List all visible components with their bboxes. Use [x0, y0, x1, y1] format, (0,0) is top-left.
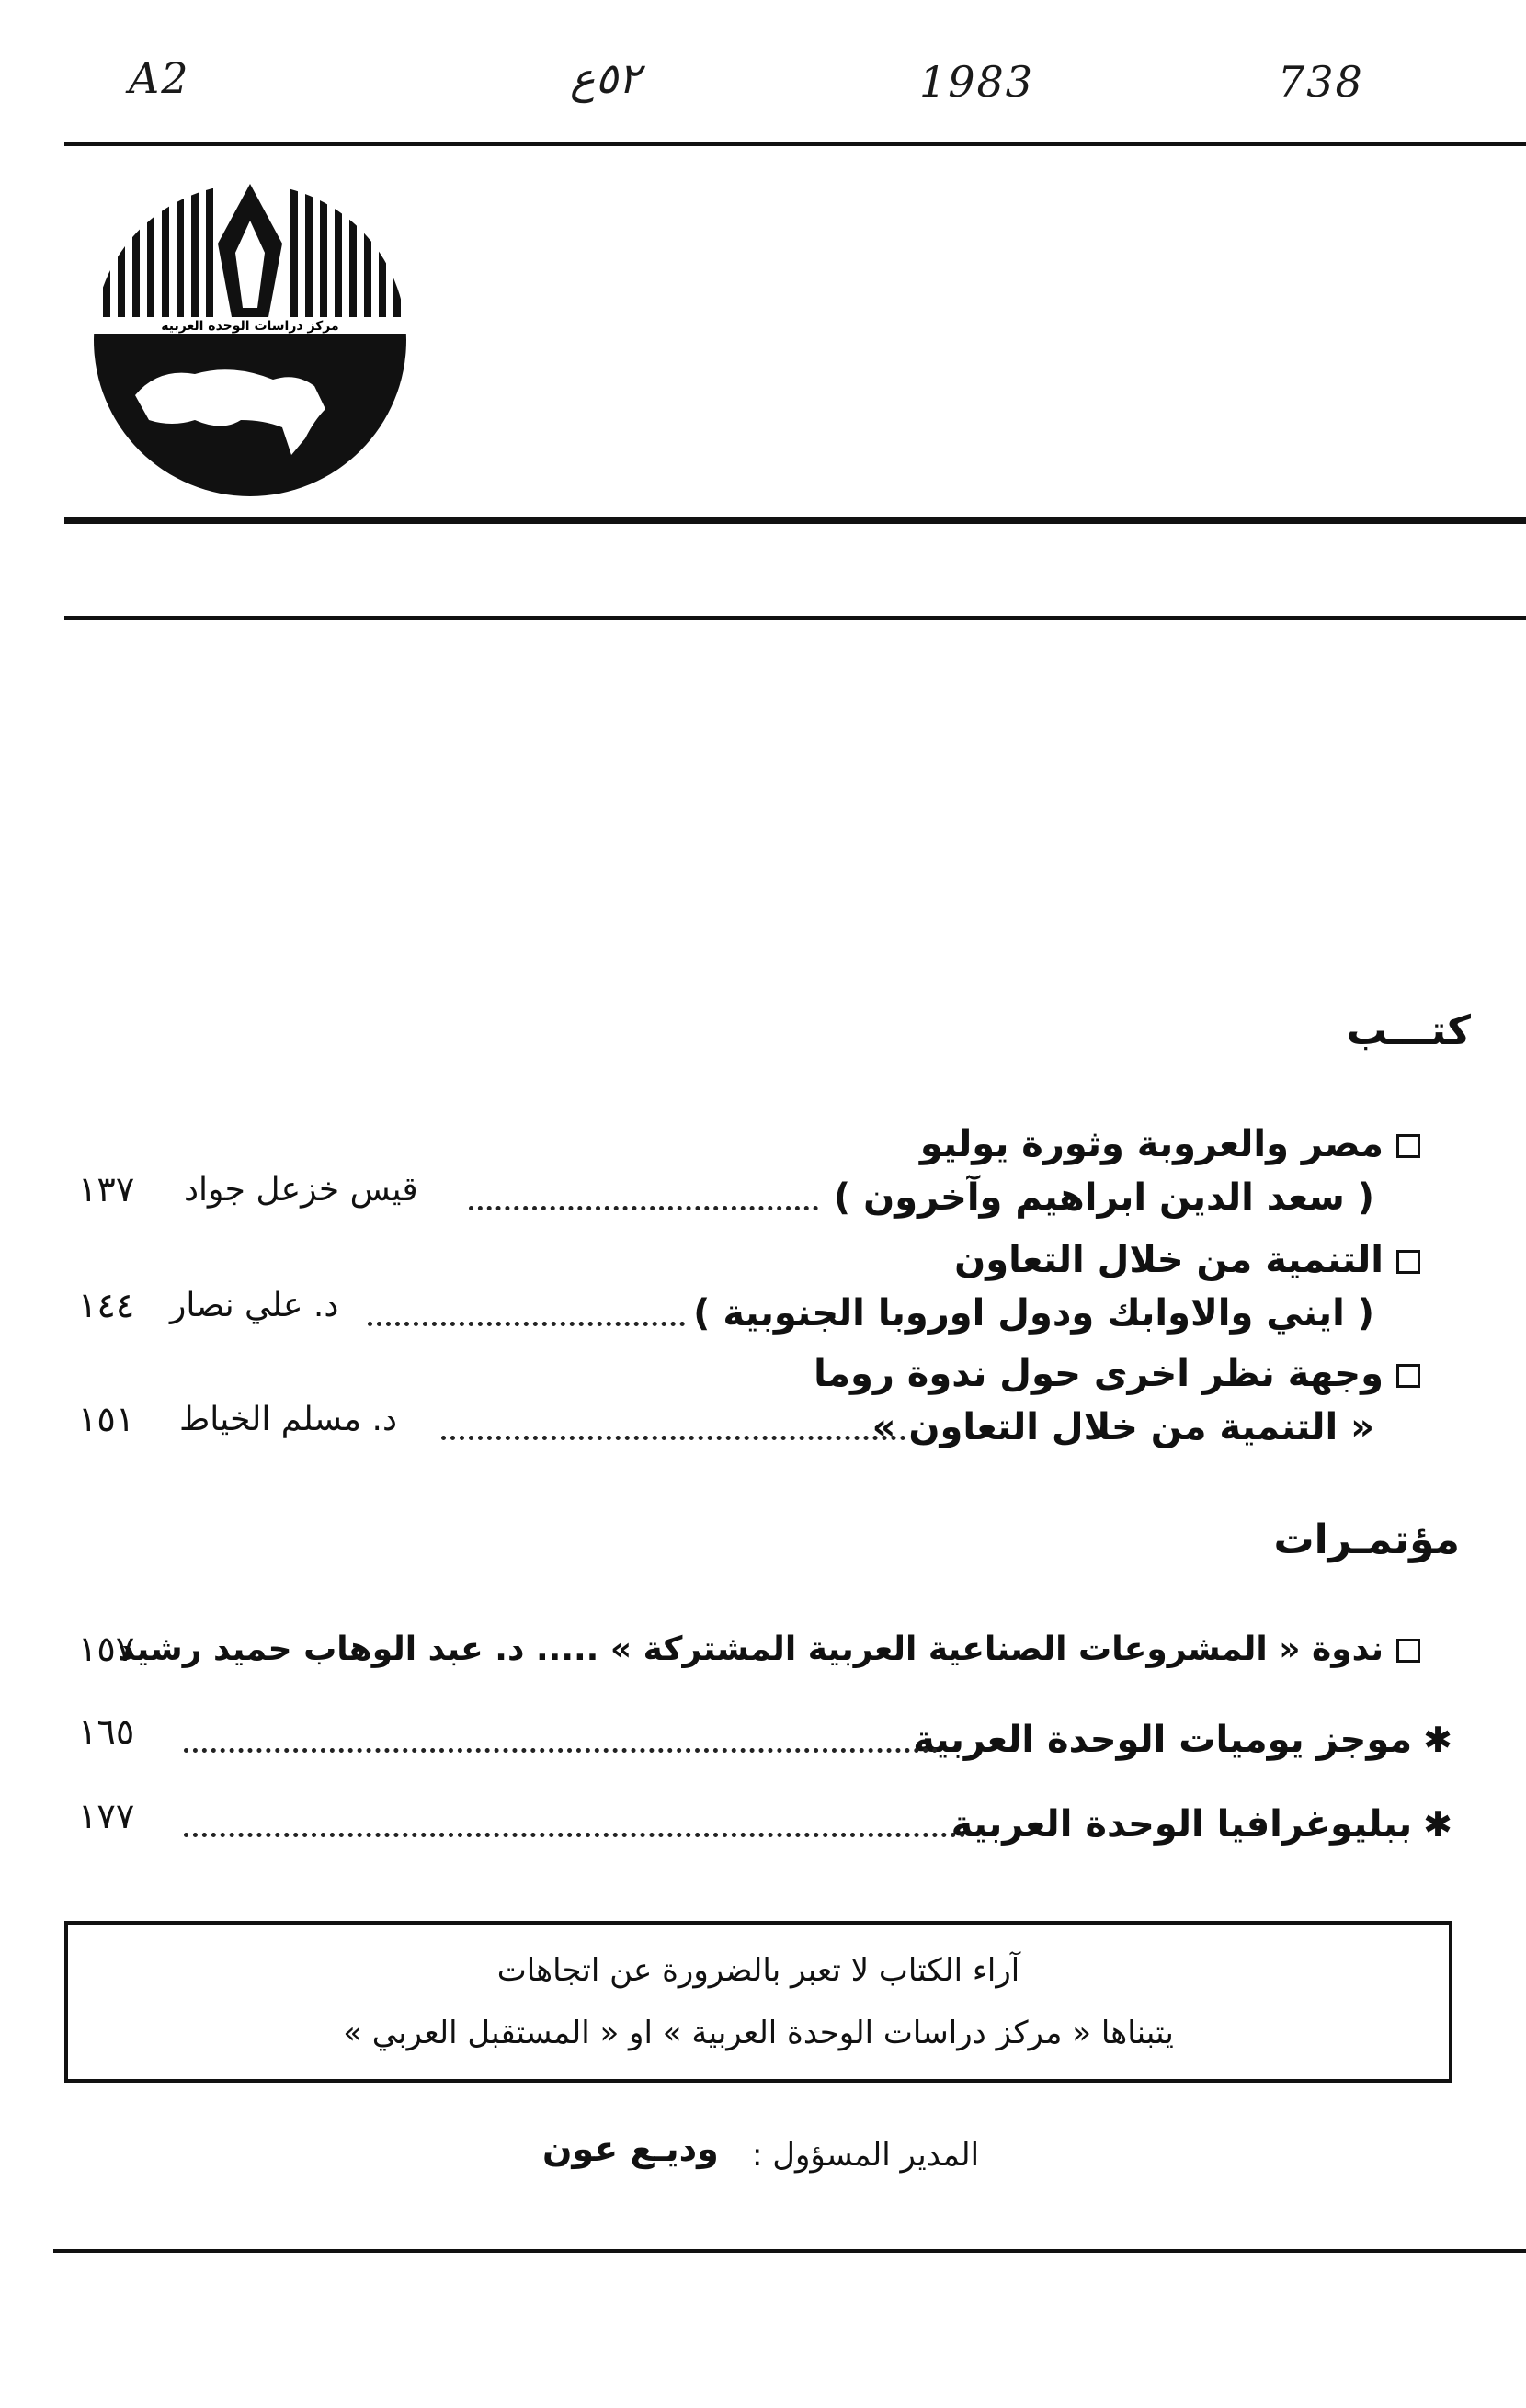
leader-dots — [441, 1436, 905, 1440]
editor-label: المدير المسؤول : — [752, 2137, 980, 2174]
list-item-title: ندوة « المشروعات الصناعية العربية المشتركة » ..... د. عبد الوهاب حميد رشيد — [118, 1630, 1420, 1668]
disclaimer-box — [64, 1921, 1452, 2083]
checkbox-icon — [1396, 1134, 1420, 1158]
list-item-title: ✱موجز يوميات الوحدة العربية — [913, 1719, 1452, 1761]
list-item-subtitle: ( ايني والاوابك ودول اوروبا الجنوبية ) — [693, 1292, 1374, 1335]
leader-dots — [184, 1748, 938, 1753]
list-item-author: د. علي نصار — [170, 1287, 339, 1324]
middle-rule-thin — [64, 616, 1526, 620]
bottom-rule — [53, 2249, 1526, 2253]
checkbox-icon — [1396, 1250, 1420, 1274]
handwritten-year: 1983 — [919, 57, 1035, 107]
page-number: ١٧٧ — [78, 1796, 135, 1836]
publisher-logo — [85, 179, 425, 496]
logo-text: مركز دراسات الوحدة العربية — [161, 319, 339, 334]
page-number: ١٥٧ — [78, 1629, 135, 1669]
list-item-title: مصر والعروبة وثورة يوليو — [920, 1123, 1420, 1165]
handwritten-number: 738 — [1278, 57, 1364, 107]
page-number: ١٦٥ — [78, 1711, 135, 1752]
checkbox-icon — [1396, 1639, 1420, 1663]
checkbox-icon — [1396, 1364, 1420, 1388]
page-number: ١٣٧ — [78, 1169, 135, 1210]
middle-rule-thick — [64, 517, 1526, 524]
leader-dots — [469, 1206, 818, 1210]
asterisk-icon: ✱ — [1423, 1804, 1452, 1845]
conferences-heading: مؤتمـرات — [1273, 1516, 1460, 1563]
top-rule — [64, 142, 1526, 146]
list-item-subtitle: ( سعد الدين ابراهيم وآخرون ) — [833, 1176, 1374, 1219]
page-number: ١٤٤ — [78, 1285, 135, 1325]
page-number: ١٥١ — [78, 1399, 135, 1439]
disclaimer-line-2: يتبناها « مركز دراسات الوحدة العربية » او « المستقبل العربي » — [343, 2015, 1174, 2051]
asterisk-icon: ✱ — [1423, 1720, 1452, 1760]
handwritten-code: A2 — [129, 53, 190, 103]
list-item-title: التنمية من خلال التعاون — [954, 1239, 1420, 1281]
pen-nib-and-arab-map-logo-icon — [85, 179, 425, 496]
list-item-author: قيس خزعل جواد — [184, 1171, 418, 1209]
leader-dots — [184, 1833, 965, 1837]
editor-name: وديـع عون — [542, 2129, 719, 2169]
disclaimer-line-1: آراء الكتاب لا تعبر بالضرورة عن اتجاهات — [496, 1952, 1020, 1989]
list-item-subtitle: « التنمية من خلال التعاون » — [871, 1406, 1374, 1448]
list-item-title: ✱ببليوغرافيا الوحدة العربية — [951, 1803, 1452, 1846]
list-item-title: وجهة نظر اخرى حول ندوة روما — [814, 1353, 1420, 1395]
list-item-author: د. مسلم الخياط — [179, 1401, 397, 1438]
handwritten-issue: ٥٢ع — [570, 53, 641, 103]
books-heading: كتـــب — [1346, 1007, 1471, 1054]
leader-dots — [368, 1322, 685, 1326]
